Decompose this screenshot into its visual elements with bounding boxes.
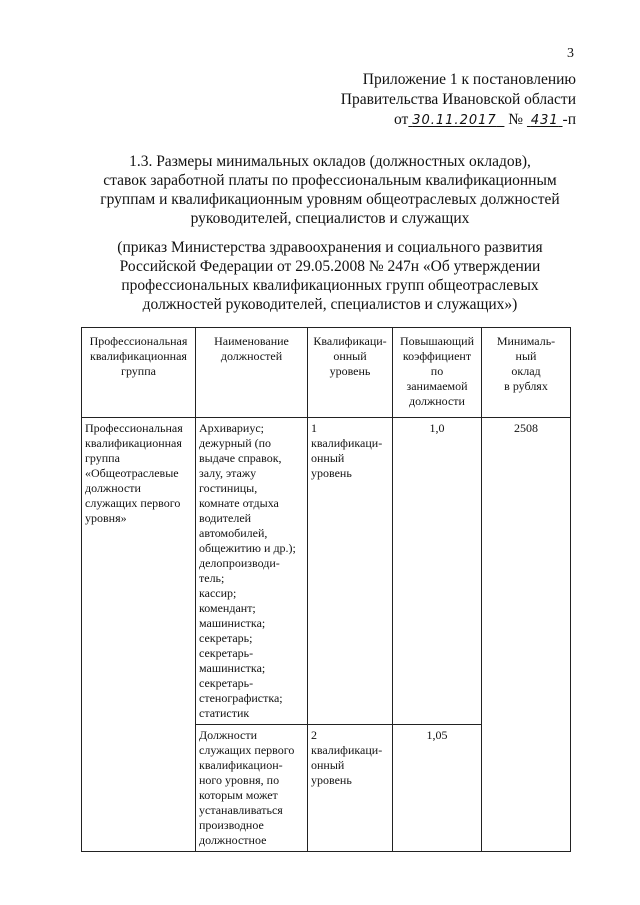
text-line: стенографистка; [199, 691, 283, 705]
group-cell [82, 418, 196, 852]
heading-line: 1.3. Размеры минимальных окладов (должностных окладов), [129, 153, 531, 170]
salary-table [81, 327, 571, 852]
text-line: Архивариус; [199, 421, 265, 435]
text-line: залу, этажу [199, 466, 257, 480]
text-line: квалификаци- [311, 436, 383, 450]
text-line: должности [85, 481, 141, 495]
text-line: квалификационная [85, 436, 182, 450]
text-line: уровень [311, 773, 352, 787]
heading-line: ставок заработной платы по профессиональным квалификационным [103, 172, 557, 189]
header-min-salary [482, 328, 571, 418]
text-line: должности [409, 394, 465, 408]
page-number: 3 [567, 46, 574, 61]
level-number: 2 [311, 728, 317, 742]
text-line: тель; [199, 571, 225, 585]
text-line: «Общеотраслевые [85, 466, 179, 480]
order-line: Российской Федерации от 29.05.2008 № 247н «Об утверждении [119, 258, 541, 275]
text-line: выдаче справок, [199, 451, 282, 465]
header-level [308, 328, 393, 418]
text-line: Повышающий [399, 334, 474, 348]
appendix-line-2: Правительства Ивановской области [340, 91, 576, 108]
appendix-suffix: -п [562, 111, 576, 128]
text-line: уровень [329, 364, 371, 378]
level-number: 1 [311, 421, 317, 435]
coefficient-cell: 1,05 [393, 725, 482, 852]
text-line: Профессиональная [89, 334, 188, 348]
appendix-date: 30.11.2017 [412, 113, 497, 128]
text-line: группа [85, 451, 120, 465]
min-salary-cell: 2508 [482, 418, 571, 852]
text-line: ный [515, 349, 537, 363]
text-line: устанавливаться [199, 803, 283, 817]
text-line: оклад [511, 364, 541, 378]
order-reference [60, 238, 600, 314]
text-line: Квалификаци- [313, 334, 387, 348]
appendix-number: 431 [530, 113, 559, 128]
text-line: секретарь- [199, 646, 254, 660]
text-line: должностей [220, 349, 283, 363]
order-line: профессиональных квалификационных групп общеотраслевых [121, 277, 539, 294]
heading-line: группам и квалификационным уровням общеотраслевых должностей [100, 191, 560, 208]
level-text [311, 436, 389, 481]
text-line: онный [311, 451, 345, 465]
text-line: статистик [199, 706, 250, 720]
text-line: Минималь- [496, 334, 556, 348]
text-line: квалификацион- [199, 758, 283, 772]
section-heading [60, 152, 600, 228]
text-line: квалификаци- [311, 743, 383, 757]
text-line: производное [199, 818, 264, 832]
text-line: коэффициент [402, 349, 472, 363]
text-line: Должности [199, 728, 258, 742]
text-line: секретарь; [199, 631, 253, 645]
text-line: по [430, 364, 444, 378]
positions-cell [196, 418, 308, 725]
level-cell [308, 725, 393, 852]
text-line: делопроизводи- [199, 556, 280, 570]
header-coefficient [393, 328, 482, 418]
text-line: онный [311, 758, 345, 772]
text-line: автомобилей, [199, 526, 268, 540]
header-positions [196, 328, 308, 418]
text-line: кассир; [199, 586, 237, 600]
text-line: Наименование [214, 334, 289, 348]
appendix-header [341, 70, 576, 131]
text-line: машинистка; [199, 661, 266, 675]
text-line: машинистка; [199, 616, 266, 630]
heading-line: руководителей, специалистов и служащих [190, 210, 470, 227]
text-line: Профессиональная [85, 421, 183, 435]
table-row [82, 418, 571, 725]
appendix-date-prefix: от [394, 111, 409, 128]
text-line: водителей [199, 511, 252, 525]
text-line: должностное [199, 833, 267, 847]
text-line: онный [333, 349, 367, 363]
appendix-line-1: Приложение 1 к постановлению [362, 71, 576, 88]
level-text [311, 743, 389, 788]
header-group [82, 328, 196, 418]
text-line: группа [121, 364, 156, 378]
text-line: занимаемой [406, 379, 468, 393]
text-line: уровня» [85, 511, 127, 525]
text-line: которым может [199, 788, 278, 802]
text-line: уровень [311, 466, 352, 480]
order-line: (приказ Министерства здравоохранения и социального развития [117, 239, 543, 256]
text-line: гостиницы, [199, 481, 258, 495]
table-header-row [82, 328, 571, 418]
appendix-line-3 [341, 110, 576, 131]
text-line: секретарь- [199, 676, 254, 690]
level-cell [308, 418, 393, 725]
order-line: должностей руководителей, специалистов и служащих») [142, 296, 518, 313]
text-line: комендант; [199, 601, 256, 615]
text-line: общежитию и др.); [199, 541, 296, 555]
text-line: ного уровня, по [199, 773, 280, 787]
coefficient-cell: 1,0 [393, 418, 482, 725]
positions-cell [196, 725, 308, 852]
text-line: служащих первого [85, 496, 181, 510]
text-line: квалификационная [90, 349, 187, 363]
text-line: в рублях [504, 379, 548, 393]
text-line: служащих первого [199, 743, 295, 757]
text-line: дежурный (по [199, 436, 272, 450]
appendix-number-label: № [508, 111, 524, 128]
text-line: комнате отдыха [199, 496, 279, 510]
